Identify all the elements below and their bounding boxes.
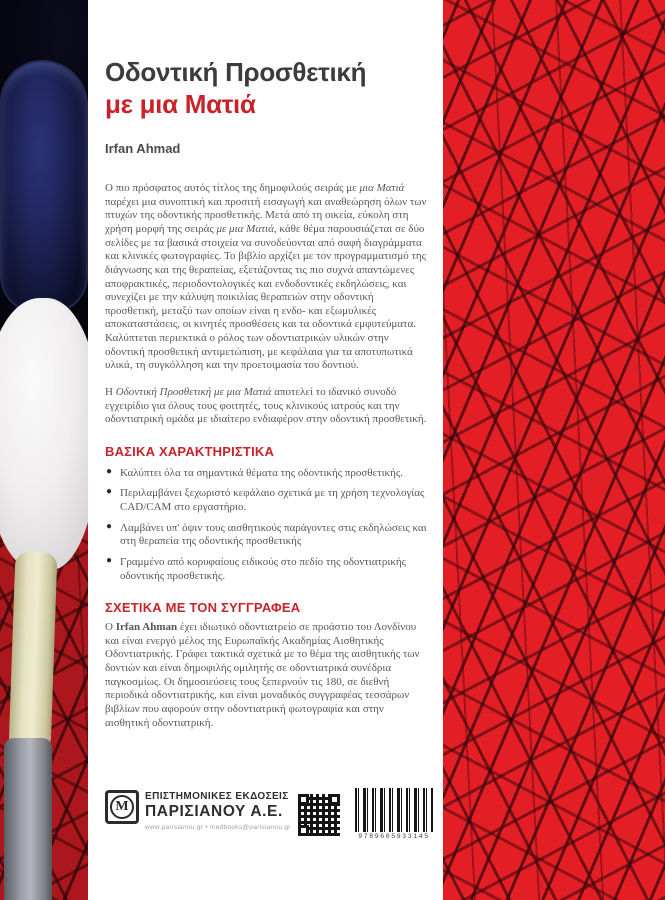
text-run: Οδοντική Προσθετική με μια Ματιά (115, 385, 272, 398)
about-author-heading: ΣΧΕΤΙΚΑ ΜΕ ΤΟΝ ΣΥΓΓΡΑΦΕΑ (105, 600, 301, 616)
feature-item-text: Περιλαμβάνει ξεχωριστό κεφάλαιο σχετικά με τη χρήση τεχνολογίας CAD/CAM στο εργαστήριο. (120, 487, 425, 514)
book-title: Οδοντική Προσθετική (105, 57, 367, 87)
publisher-logo-icon (105, 790, 139, 824)
feature-item-text: Καλύπτει όλα τα σημαντικά θέματα της οδοντικής προσθετικής. (120, 466, 403, 479)
feature-item-text: Λαμβάνει υπ' όψιν τους αισθητικούς παράγοντες στις εκδηλώσεις και στη θεραπεία της οδοντικής προσθετικής (120, 521, 427, 548)
publisher-text (145, 790, 291, 831)
blue-tooth-crown (2, 62, 86, 312)
publisher-footer (105, 788, 430, 848)
publisher-line1: ΕΠΙΣΤΗΜΟΝΙΚΕΣ ΕΚΔΟΣΕΙΣ (145, 791, 289, 802)
text-run: Ο (105, 621, 116, 634)
text-run: έχει ιδιωτικό οδοντιατρείο σε προάστιο του Λονδίνου και είναι ενεργό μέλος της Ευρωπαϊκής Ακαδημίας Αισθητικής Οδοντιατρικής. Γράφει τακτικά σχετικά με το θέμα της αισθητικής των δοντιών και είναι δημοφιλής ομιλητής σε οδοντιατρικά συνέδρια παγκοσμίως. Οι δημοσιεύσεις τους ξεπερνούν τις 180, σε διεθνή περιοδικά οδοντιατρικής, και είναι μοναδικός συγγραφέας τεσσάρων βιβλίων που αφορούν στην οδοντιατρική φωτογραφία και στην αισθητική οδοντιατρική. (105, 621, 420, 729)
feature-item (105, 522, 430, 549)
text-run: Ο πιο πρόσφατος αυτός τίτλος της δημοφιλούς σειράς με (105, 182, 360, 195)
text-run: με μια Ματιά (216, 223, 274, 236)
feature-item (105, 487, 430, 514)
bullet-dot-icon: ● (106, 520, 113, 532)
publisher-contact: www.parisianou.gr • medbooks@parisianou.gr (145, 824, 291, 831)
qr-finder-icon (298, 794, 309, 805)
author-name: Irfan Ahmad (105, 141, 181, 157)
publisher-line2: ΠΑΡΙΣΙΑΝΟΥ Α.Ε. (145, 803, 283, 820)
qr-code (298, 794, 340, 836)
text-run: μια Ματιά (359, 182, 405, 195)
text-run: αποτελεί το ιδανικό συνοδό εγχειρίδιο για όλους τους φοιτητές, τους κλινικούς ιατρούς και την οδοντιατρική ομάδα με ιδιαίτερο ενδιαφέρον στην οδοντική προσθετική. (105, 385, 427, 426)
white-tooth-crown (0, 298, 88, 570)
barcode-bars (355, 788, 433, 832)
description-paragraph-2 (105, 386, 430, 427)
blue-dental-object (0, 0, 88, 338)
feature-item (105, 467, 430, 481)
book-subtitle: με μια Ματιά (105, 89, 256, 120)
description-paragraph-1 (105, 182, 430, 373)
text-run: παρέχει μια συνοπτική και προσιτή εισαγωγή και αναθεώρηση όλων των πτυχών της οδοντικής προσθετικής. Μετά από τη οικεία, εύκολη στη χρήση μορφή της σειράς (105, 195, 427, 236)
features-heading: ΒΑΣΙΚΑ ΧΑΡΑΚΤΗΡΙΣΤΙΚΑ (105, 443, 275, 459)
red-texture-panel (443, 0, 665, 900)
dental-tool-photo (0, 0, 88, 900)
barcode-number: 9789605933145 (358, 833, 430, 840)
publisher-block (105, 790, 291, 831)
qr-finder-icon (298, 825, 309, 836)
feature-item-text: Γραμμένο από κορυφαίους ειδικούς στο πεδίο της οδοντιατρικής οδοντικής προσθετικής. (120, 555, 407, 582)
text-run: Η (105, 385, 116, 398)
qr-finder-icon (329, 794, 340, 805)
back-cover-text-column (88, 0, 443, 900)
text-run: , κάθε θέμα παρουσιάζεται σε δύο σελίδες με τα βασικά στοιχεία να συνοδεύονται από σαφή διαγράμματα και κλινικές φωτογραφίες. Το βιβλίο αρχίζει με τον προγραμματισμό της διάγνωσης και της θεραπείας, εξετάζοντας τις πιο συχνά απαντώμενες αποφρακτικές, περιοδοντολογικές και ενδοδοντικές εκδηλώσεις, και συνεχίζει με την κάλυψη ποικιλίας θεραπειών στην οδοντική προσθετική, μεταξύ των οποίων είναι η ενδο- και εξωμυλικές αποκαταστάσεις, οι κινητές προσθέσεις και τα οδοντικά εμφυτεύματα. Καλύπτεται περιεκτικά ο ρόλος των οδοντιατρικών υλικών στην οδοντική προσθετική αντιμετώπιση, με κεφάλαια για τα αποτυπωτικά υλικά, τη συγκόλληση και την προετοιμασία του δοντιού. (105, 223, 427, 372)
publisher-logo-letter: Μ (110, 795, 134, 819)
tool-shaft (4, 738, 52, 900)
barcode (355, 788, 433, 840)
features-list (105, 467, 430, 583)
about-author-paragraph (105, 621, 430, 730)
feature-item (105, 556, 430, 583)
text-run: Irfan Ahman (115, 621, 178, 634)
bullet-dot-icon: ● (106, 554, 113, 566)
bullet-dot-icon: ● (106, 486, 113, 498)
bullet-dot-icon: ● (106, 465, 113, 477)
tool-stem (9, 551, 58, 752)
